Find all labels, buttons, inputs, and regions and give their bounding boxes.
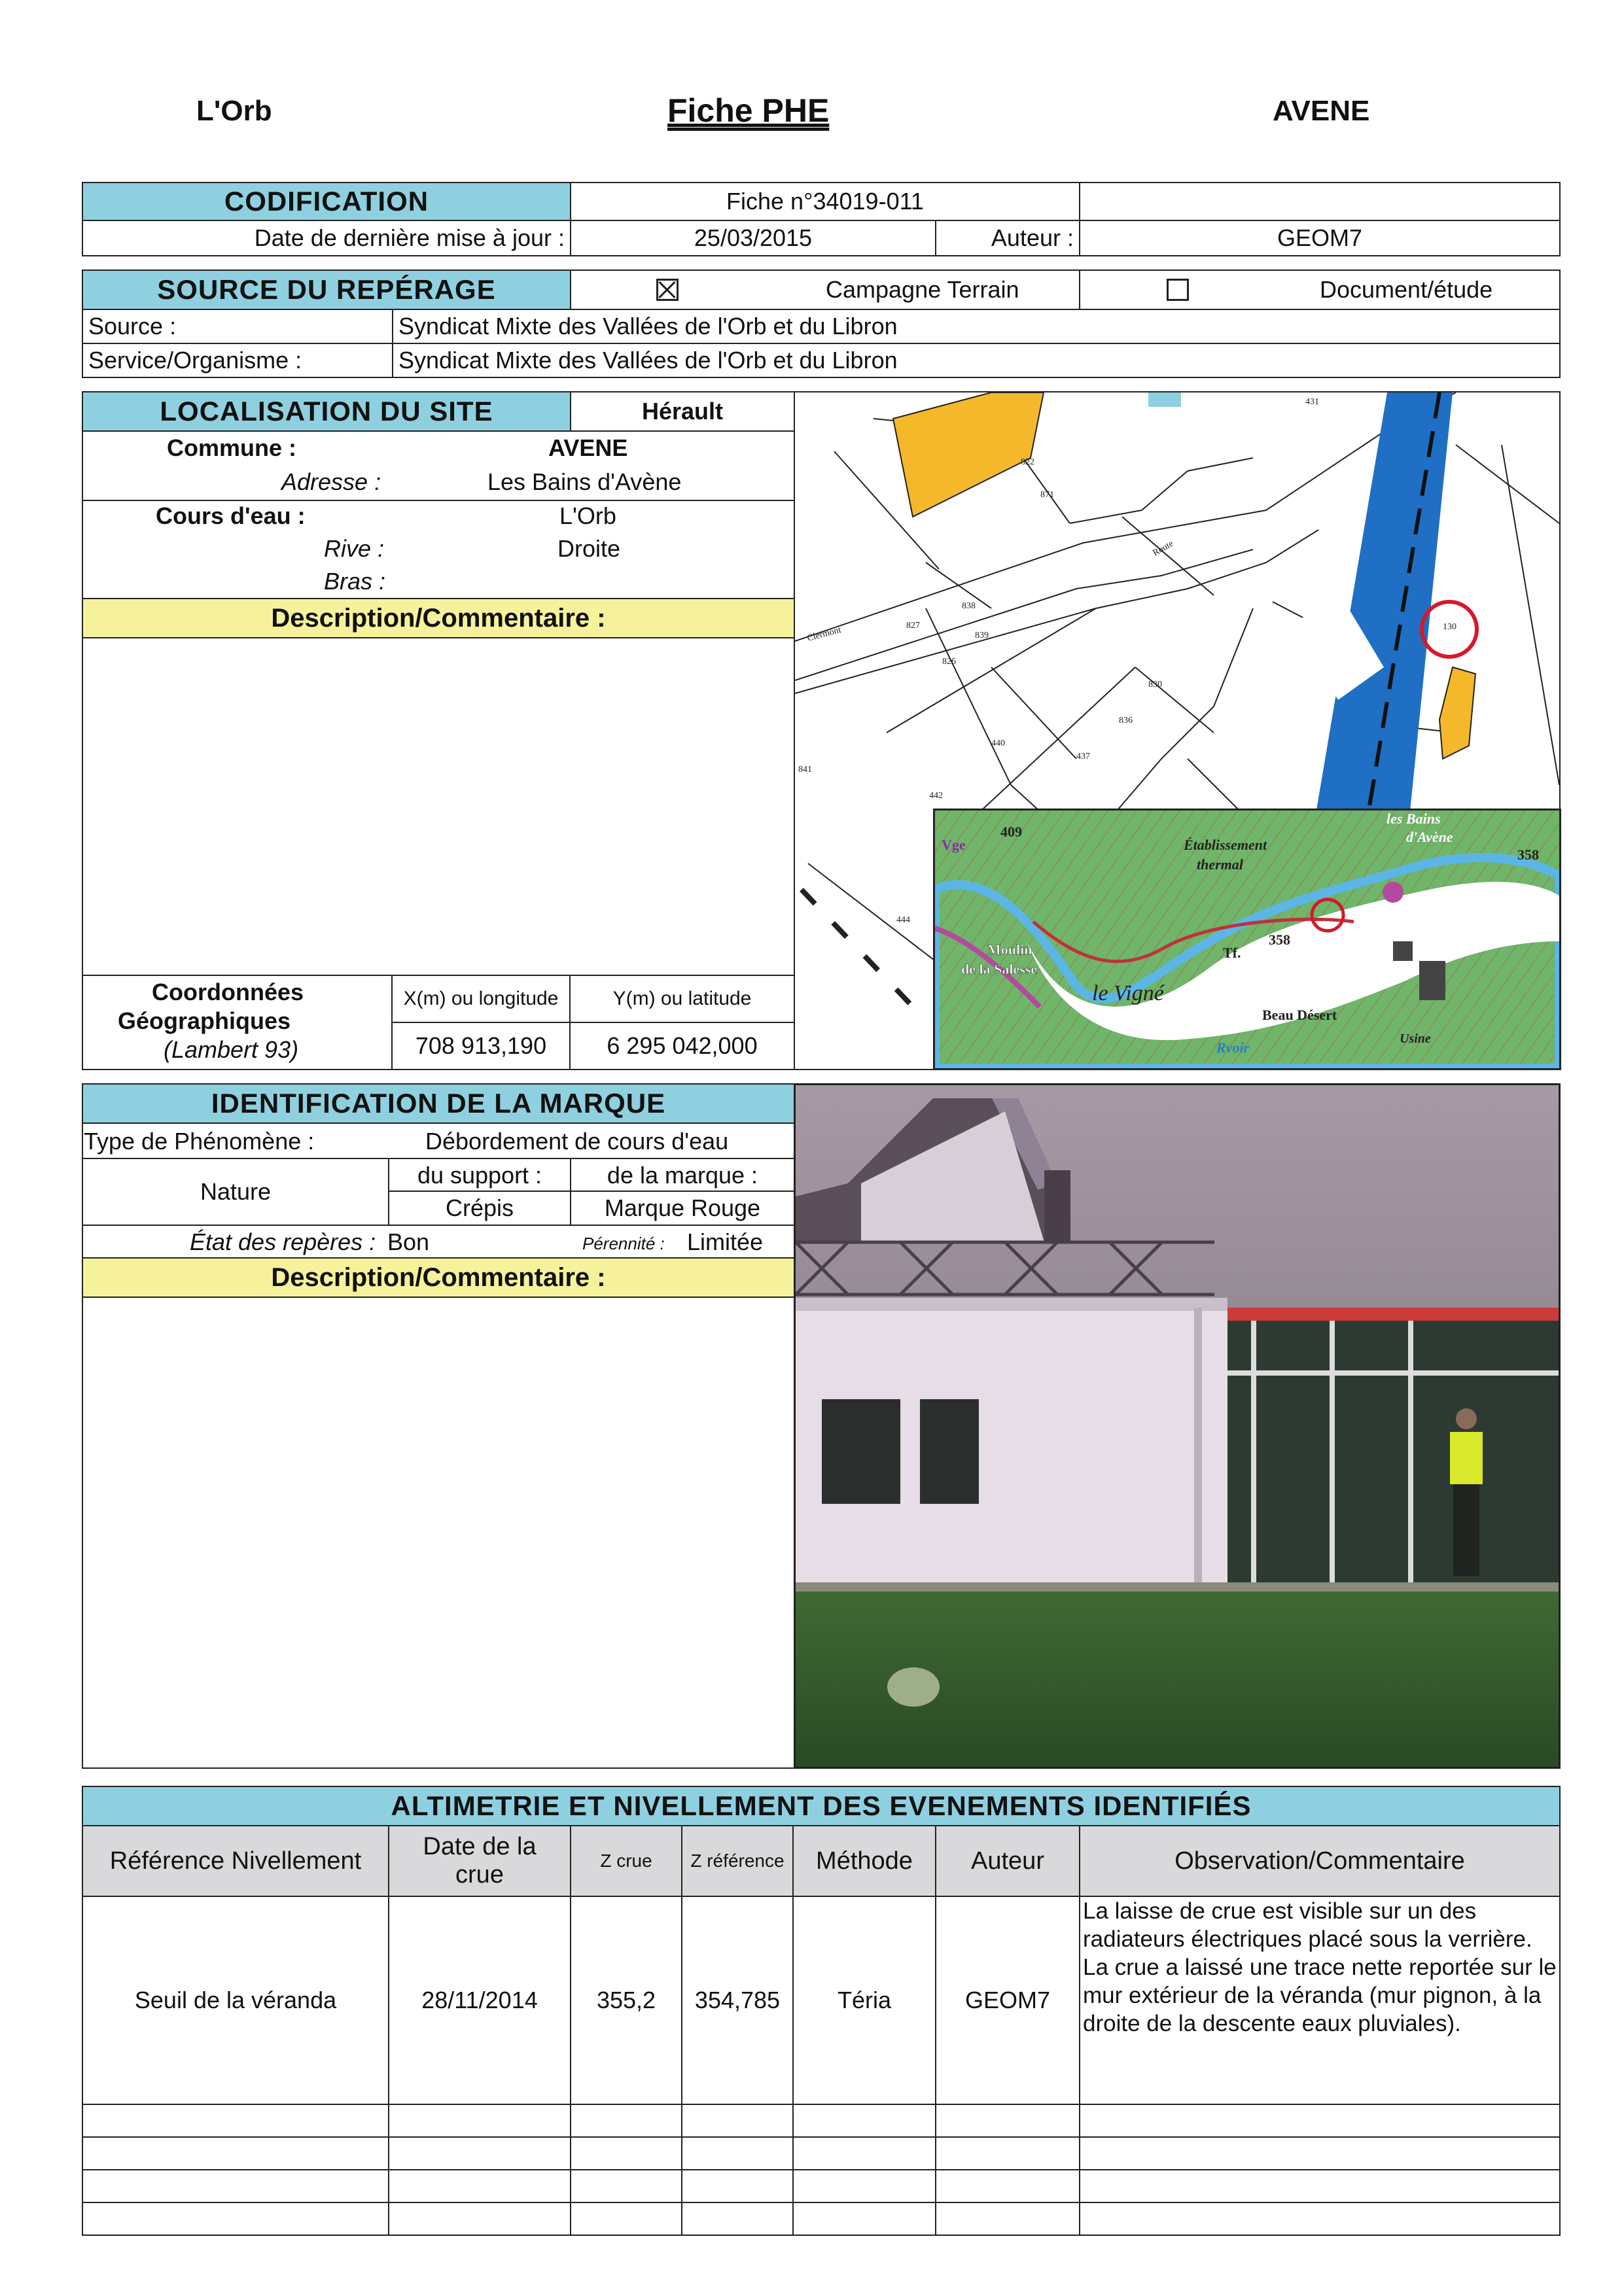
- svg-text:358: 358: [1269, 931, 1290, 948]
- source-label: Source :: [82, 309, 393, 344]
- empty-cell: [82, 2136, 389, 2170]
- empty-cell: [388, 2104, 571, 2138]
- adresse-value: Les Bains d'Avène: [487, 468, 682, 495]
- svg-text:thermal: thermal: [1197, 856, 1243, 873]
- empty-cell: [681, 2104, 794, 2138]
- row-1-date: 28/11/2014: [388, 1896, 571, 2105]
- auteur-value: GEOM7: [1079, 220, 1561, 256]
- header-date: Date de la crue: [388, 1825, 571, 1897]
- x-value: 708 913,190: [391, 1022, 571, 1070]
- empty-cell: [1079, 2202, 1561, 2236]
- type-label: Type de Phénomène :: [84, 1128, 315, 1155]
- empty-cell: [570, 2202, 682, 2236]
- topographic-map: [933, 809, 1561, 1070]
- svg-text:les Bains: les Bains: [1386, 810, 1441, 827]
- svg-text:440: 440: [991, 739, 1005, 748]
- site-photo: [794, 1083, 1561, 1769]
- svg-text:822: 822: [1021, 457, 1034, 467]
- header-methode: Méthode: [792, 1825, 936, 1897]
- campagne-option: [570, 270, 1080, 310]
- svg-text:d'Avène: d'Avène: [1406, 829, 1453, 845]
- empty-cell: [792, 2169, 936, 2203]
- empty-cell: [681, 2202, 794, 2236]
- y-value: 6 295 042,000: [569, 1022, 795, 1070]
- row-1-reference: Seuil de la véranda: [82, 1896, 389, 2105]
- svg-text:431: 431: [1305, 397, 1319, 407]
- row-1-zreference: 354,785: [681, 1896, 794, 2105]
- divider: [82, 1225, 795, 1226]
- svg-text:Rvoir: Rvoir: [1216, 1039, 1250, 1056]
- svg-text:Établissement: Établissement: [1184, 837, 1267, 853]
- empty-cell: [681, 2136, 794, 2170]
- empty-cell: [82, 2104, 389, 2138]
- source-title: SOURCE DU REPÉRAGE: [82, 270, 571, 310]
- row-1-observation: La laisse de crue est visible sur un des radiateurs électriques placé sous la verrière. La crue a laissé une trace nette reportée sur le mur extérieur de la véranda (mur pignon, à la droite de la descente eaux pluviales).: [1083, 1898, 1557, 2036]
- empty-cell: [935, 2104, 1080, 2138]
- svg-text:827: 827: [906, 621, 920, 631]
- departement: Hérault: [570, 391, 795, 432]
- svg-text:836: 836: [1119, 716, 1133, 725]
- svg-text:839: 839: [975, 631, 989, 640]
- codification-empty: [1079, 182, 1561, 221]
- svg-text:871: 871: [1040, 490, 1054, 500]
- empty-cell: [681, 2169, 794, 2203]
- cours-value: L'Orb: [559, 502, 616, 529]
- topographic-map-svg: [935, 810, 1559, 1068]
- bras-label: Bras :: [324, 568, 386, 595]
- svg-text:830: 830: [1148, 680, 1162, 689]
- svg-text:409: 409: [1000, 824, 1022, 840]
- empty-cell: [570, 2136, 682, 2170]
- empty-cell: [935, 2202, 1080, 2236]
- localisation-frame: [82, 391, 795, 1070]
- svg-text:Route: Route: [1151, 538, 1175, 559]
- fiche-number: Fiche n°34019-011: [570, 182, 1080, 221]
- empty-cell: [792, 2202, 936, 2236]
- nature-label: Nature: [200, 1178, 272, 1205]
- svg-text:de la Salesse: de la Salesse: [961, 961, 1038, 977]
- row-1-methode: Téria: [792, 1896, 936, 2105]
- empty-cell: [792, 2136, 936, 2170]
- empty-cell: [1079, 2136, 1561, 2170]
- rive-value: Droite: [557, 535, 621, 562]
- type-value: Débordement de cours d'eau: [425, 1128, 729, 1155]
- svg-text:130: 130: [1443, 622, 1456, 632]
- localisation-title: LOCALISATION DU SITE: [82, 391, 571, 432]
- svg-text:444: 444: [896, 915, 910, 925]
- river-name: L'Orb: [196, 95, 272, 127]
- svg-text:Beau Désert: Beau Désert: [1262, 1007, 1337, 1023]
- empty-cell: [388, 2136, 571, 2170]
- identification-title: IDENTIFICATION DE LA MARQUE: [82, 1083, 795, 1124]
- date-value: 25/03/2015: [570, 220, 936, 256]
- commune-name: AVENE: [1273, 95, 1370, 127]
- page-title: Fiche PHE: [667, 92, 830, 129]
- header-reference: Référence Nivellement: [82, 1825, 389, 1897]
- coord-label-2: Géographiques: [118, 1007, 291, 1034]
- date-label: Date de dernière mise à jour :: [82, 220, 571, 256]
- empty-cell: [82, 2202, 389, 2236]
- adresse-label: Adresse :: [281, 468, 381, 495]
- svg-text:826: 826: [942, 657, 956, 667]
- x-label: X(m) ou longitude: [391, 975, 571, 1023]
- localisation-desc-title: Description/Commentaire :: [82, 598, 795, 638]
- source-value: Syndicat Mixte des Vallées de l'Orb et du Libron: [392, 309, 1561, 344]
- empty-cell: [570, 2169, 682, 2203]
- coord-label-3: (Lambert 93): [164, 1036, 299, 1063]
- svg-text:442: 442: [929, 791, 943, 801]
- svg-text:Usine: Usine: [1400, 1032, 1431, 1046]
- svg-text:Tf.: Tf.: [1223, 945, 1241, 961]
- support-value: Crépis: [388, 1191, 571, 1226]
- empty-cell: [82, 2169, 389, 2203]
- header-observation: Observation/Commentaire: [1079, 1825, 1561, 1897]
- empty-cell: [388, 2169, 571, 2203]
- svg-text:437: 437: [1076, 752, 1090, 761]
- svg-text:Moulin: Moulin: [987, 941, 1033, 958]
- divider: [82, 500, 795, 501]
- marque-label: de la marque :: [570, 1158, 795, 1192]
- etat-value: Bon: [387, 1228, 430, 1255]
- campagne-checkbox[interactable]: [656, 279, 679, 301]
- codification-title: CODIFICATION: [82, 182, 571, 221]
- service-value: Syndicat Mixte des Vallées de l'Orb et du Libron: [392, 343, 1561, 378]
- header-zreference: Z référence: [681, 1825, 794, 1897]
- perennite-value: Limitée: [687, 1228, 764, 1255]
- support-label: du support :: [388, 1158, 571, 1192]
- svg-text:358: 358: [1517, 846, 1539, 863]
- empty-cell: [1079, 2104, 1561, 2138]
- marque-value: Marque Rouge: [570, 1191, 795, 1226]
- auteur-label: Auteur :: [935, 220, 1080, 256]
- header-zcrue: Z crue: [570, 1825, 682, 1897]
- row-1-observation-cell: [1079, 1896, 1561, 2105]
- altimetrie-title: ALTIMETRIE ET NIVELLEMENT DES EVENEMENTS IDENTIFIÉS: [82, 1786, 1561, 1826]
- y-label: Y(m) ou latitude: [569, 975, 795, 1023]
- document-checkbox[interactable]: [1167, 279, 1189, 301]
- header-auteur: Auteur: [935, 1825, 1080, 1897]
- service-label: Service/Organisme :: [82, 343, 393, 378]
- empty-cell: [570, 2104, 682, 2138]
- row-1-zcrue: 355,2: [570, 1896, 682, 2105]
- site-photo-svg: [796, 1085, 1559, 1767]
- svg-text:le Vigné: le Vigné: [1092, 981, 1164, 1005]
- empty-cell: [388, 2202, 571, 2236]
- svg-text:Clermont: Clermont: [806, 625, 843, 644]
- svg-text:838: 838: [962, 601, 976, 611]
- svg-text:Vge: Vge: [942, 837, 966, 853]
- etat-label: État des repères :: [190, 1228, 376, 1255]
- perennite-label: Pérennité :: [582, 1234, 665, 1253]
- campagne-label: Campagne Terrain: [826, 276, 1019, 303]
- cours-label: Cours d'eau :: [156, 502, 306, 529]
- document-option: [1079, 270, 1561, 310]
- commune-value: AVENE: [548, 434, 628, 461]
- row-1-auteur: GEOM7: [935, 1896, 1080, 2105]
- svg-text:841: 841: [798, 765, 812, 774]
- identification-desc-title: Description/Commentaire :: [82, 1257, 795, 1298]
- empty-cell: [935, 2136, 1080, 2170]
- commune-label: Commune :: [167, 434, 296, 461]
- coord-label-1: Coordonnées: [152, 979, 304, 1005]
- rive-label: Rive :: [324, 535, 385, 562]
- empty-cell: [792, 2104, 936, 2138]
- empty-cell: [935, 2169, 1080, 2203]
- empty-cell: [1079, 2169, 1561, 2203]
- document-label: Document/étude: [1320, 276, 1493, 303]
